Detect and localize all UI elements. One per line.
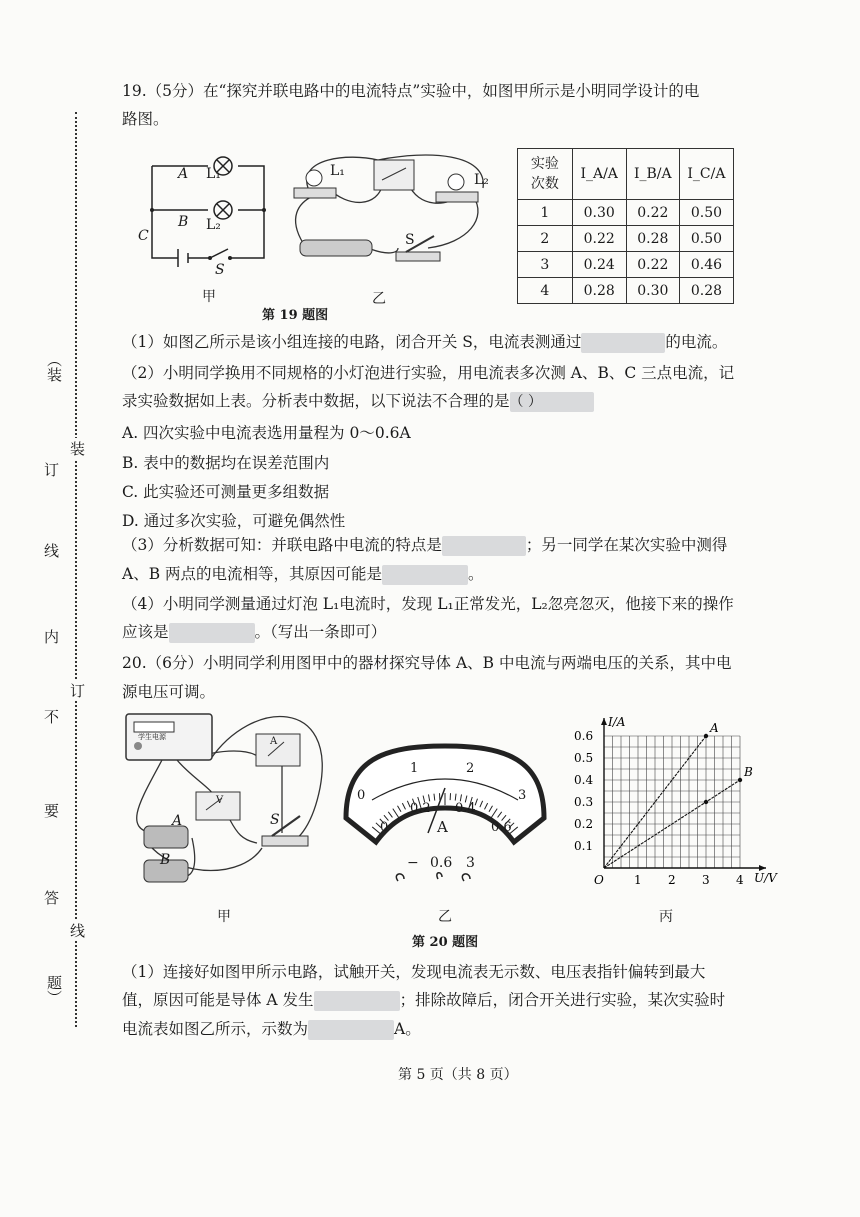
table-cell: 0.46 bbox=[679, 252, 733, 278]
option-b: B. 表中的数据均在误差范围内 bbox=[122, 454, 330, 472]
table-cell: 0.50 bbox=[679, 226, 733, 252]
binding-dotted-line bbox=[75, 112, 77, 1027]
table-cell: 0.28 bbox=[572, 278, 626, 304]
answer-blank[interactable] bbox=[442, 536, 526, 556]
q19-part3-line2 bbox=[122, 563, 484, 585]
table-cell: 0.22 bbox=[572, 226, 626, 252]
dial-top-tick: 0 bbox=[357, 788, 366, 803]
label-switch-s: S bbox=[215, 262, 225, 278]
binding-margin-char: （装 bbox=[45, 352, 63, 382]
answer-blank[interactable] bbox=[581, 333, 665, 353]
table-cell: 0.22 bbox=[626, 200, 679, 226]
q19-intro-line1: 19.（5分）在“探究并联电路中的电流特点”实验中，如图甲所示是小明同学设计的电 bbox=[122, 82, 700, 100]
label-bing-20: 丙 bbox=[659, 909, 673, 925]
terminal-label: − bbox=[407, 855, 419, 871]
x-tick-label: 2 bbox=[668, 873, 676, 887]
binding-margin-char: 内 bbox=[44, 628, 60, 646]
label-yi-20: 乙 bbox=[438, 909, 452, 925]
q20-part1-line1: （1）连接好如图甲所示电路，试触开关，发现电流表无示数、电压表指针偏转到最大 bbox=[122, 963, 706, 981]
answer-blank[interactable] bbox=[314, 991, 400, 1011]
label-point-a: A bbox=[178, 166, 189, 182]
iu-graph-bing bbox=[566, 708, 786, 898]
q19-part4-line1: （4）小明同学测量通过灯泡 L₁电流时，发现 L₁正常发光，L₂忽亮忽灭，他接下来的操作 bbox=[122, 595, 734, 613]
q19-part2-line2 bbox=[122, 390, 594, 412]
q19-part3-text-mid: ；另一同学在某次实验中测得 bbox=[525, 536, 728, 554]
y-tick-label: 0.6 bbox=[574, 729, 594, 743]
page-footer: 第 5 页（共 8 页） bbox=[398, 1067, 518, 1083]
table-cell: 2 bbox=[518, 226, 573, 252]
conductor-a-label: A bbox=[172, 813, 183, 829]
q20-part1-text-mid: ；排除故障后，闭合开关进行实验，某次实验时 bbox=[399, 991, 726, 1009]
label-jia-19: 甲 bbox=[202, 289, 216, 305]
voltmeter-label: V bbox=[216, 795, 224, 806]
option-d: D. 通过多次实验，可避免偶然性 bbox=[122, 512, 346, 530]
x-tick-label: 3 bbox=[702, 873, 710, 887]
q19-part3-text: （3）分析数据可知：并联电路中电流的特点是 bbox=[122, 536, 442, 554]
label-l2: L₂ bbox=[206, 217, 221, 233]
q19-part2-line1: （2）小明同学换用不同规格的小灯泡进行实验，用电流表多次测 A、B、C 三点电流，记 bbox=[122, 364, 735, 382]
circuit-photo-yi bbox=[288, 148, 498, 278]
q19-part4-text: 应该是 bbox=[122, 623, 169, 641]
table-header-cell: I_A/A bbox=[572, 149, 626, 200]
y-tick-label: 0.3 bbox=[574, 795, 594, 809]
dial-bottom-tick: 0 bbox=[380, 820, 389, 835]
y-tick-label: 0.2 bbox=[574, 817, 594, 831]
label-yi-19: 乙 bbox=[372, 291, 386, 307]
figure-19-caption: 第 19 题图 bbox=[262, 308, 329, 323]
data-point bbox=[738, 778, 742, 782]
binding-margin-char: 装 bbox=[70, 440, 86, 458]
binding-margin-char: 订 bbox=[44, 461, 60, 479]
binding-margin-char: 题） bbox=[45, 975, 63, 1005]
label-jia-20: 甲 bbox=[217, 909, 231, 925]
power-supply-label: 学生电源 bbox=[138, 733, 166, 741]
q19-part1-text-end: 的电流。 bbox=[665, 333, 728, 351]
answer-blank[interactable] bbox=[169, 623, 255, 643]
dial-bottom-tick: 0.6 bbox=[491, 820, 512, 835]
data-point bbox=[704, 734, 708, 738]
q20-part1-text: 值，原因可能是导体 A 发生 bbox=[122, 991, 314, 1009]
q20-intro-line2: 源电压可调。 bbox=[122, 683, 216, 701]
terminal-label: 0.6 bbox=[430, 855, 453, 871]
q20-part1-text2: 电流表如图乙所示，示数为 bbox=[122, 1020, 309, 1038]
q19-part3-line1 bbox=[122, 534, 727, 556]
binding-margin-char: 答 bbox=[44, 889, 60, 907]
table-row bbox=[518, 226, 734, 252]
table-header-row bbox=[518, 149, 734, 200]
label-point-b: B bbox=[178, 214, 189, 230]
table-cell: 4 bbox=[518, 278, 573, 304]
table-cell: 0.28 bbox=[679, 278, 733, 304]
dial-top-tick: 1 bbox=[410, 761, 419, 776]
terminal-label: 3 bbox=[466, 855, 475, 871]
q19-part3-text-end: 。 bbox=[468, 565, 484, 583]
q19-part1 bbox=[122, 331, 727, 353]
y-tick-label: 0.4 bbox=[574, 773, 594, 787]
y-tick-label: 0.5 bbox=[574, 751, 594, 765]
table-cell: 0.28 bbox=[626, 226, 679, 252]
x-tick-label: O bbox=[594, 873, 604, 887]
table-header-cell: I_C/A bbox=[679, 149, 733, 200]
y-axis-label: I/A bbox=[608, 715, 626, 729]
option-c: C. 此实验还可测量更多组数据 bbox=[122, 483, 330, 501]
x-tick-label: 4 bbox=[736, 873, 744, 887]
table-cell: 0.24 bbox=[572, 252, 626, 278]
x-tick-label: 1 bbox=[634, 873, 642, 887]
table-header-cell: 实验 bbox=[530, 156, 559, 172]
table-row bbox=[518, 252, 734, 278]
answer-blank[interactable] bbox=[382, 565, 468, 585]
label-l2-yi: L₂ bbox=[474, 172, 489, 188]
table-row bbox=[518, 200, 734, 226]
binding-margin-char: 线 bbox=[44, 542, 60, 560]
q20-part1-line3 bbox=[122, 1018, 421, 1040]
binding-margin-char: 不 bbox=[44, 708, 60, 726]
dial-unit-label: A bbox=[437, 818, 448, 836]
label-s-yi: S bbox=[405, 232, 415, 248]
ammeter-label: A bbox=[270, 736, 278, 747]
table-cell: 0.30 bbox=[626, 278, 679, 304]
answer-blank[interactable] bbox=[308, 1020, 394, 1040]
circuit-diagram-jia bbox=[130, 148, 280, 278]
q20-part1-text-end: A。 bbox=[394, 1020, 421, 1038]
y-axis-arrow bbox=[601, 718, 607, 725]
table-cell: 0.50 bbox=[679, 200, 733, 226]
table-cell: 0.22 bbox=[626, 252, 679, 278]
figure-20-caption: 第 20 题图 bbox=[412, 935, 479, 950]
q19-part2-text: 录实验数据如上表。分析表中数据，以下说法不合理的是 bbox=[122, 392, 510, 410]
conductor-b-label: B bbox=[160, 852, 171, 868]
binding-margin-char: 订 bbox=[70, 682, 86, 700]
data-point bbox=[704, 800, 708, 804]
q20-intro-line1: 20.（6分）小明同学利用图甲中的器材探究导体 A、B 中电流与两端电压的关系，其中电 bbox=[122, 654, 732, 672]
table-row bbox=[518, 278, 734, 304]
dial-bottom-tick: 0.4 bbox=[455, 801, 476, 816]
series-label-a: A bbox=[710, 721, 719, 735]
dial-top-tick: 3 bbox=[518, 788, 527, 803]
table-header-cell: 次数 bbox=[530, 176, 559, 192]
option-a: A. 四次实验中电流表选用量程为 0～0.6A bbox=[122, 424, 411, 442]
y-tick-label: 0.1 bbox=[574, 839, 594, 853]
q20-part1-line2 bbox=[122, 989, 725, 1011]
q19-part4-line2 bbox=[122, 621, 386, 643]
dial-top-tick: 2 bbox=[466, 761, 475, 776]
switch-s-label: S bbox=[270, 812, 280, 828]
binding-margin-char: 要 bbox=[44, 802, 60, 820]
dial-bottom-tick: 0.2 bbox=[410, 801, 431, 816]
x-axis-label: U/V bbox=[754, 871, 777, 885]
table-cell: 3 bbox=[518, 252, 573, 278]
table-cell: 1 bbox=[518, 200, 573, 226]
table-cell: 0.30 bbox=[572, 200, 626, 226]
label-l1: L₁ bbox=[206, 166, 221, 182]
q19-data-table bbox=[517, 148, 734, 304]
q19-part1-text: （1）如图乙所示是该小组连接的电路，闭合开关 S，电流表测通过 bbox=[122, 333, 582, 351]
q19-intro-line2: 路图。 bbox=[122, 110, 169, 128]
label-point-c: C bbox=[138, 228, 149, 244]
table-header-cell: I_B/A bbox=[626, 149, 679, 200]
answer-choice-blank[interactable]: （ ） bbox=[510, 392, 594, 412]
series-label-b: B bbox=[744, 765, 753, 779]
q19-part4-text-end: 。（写出一条即可） bbox=[254, 623, 387, 641]
binding-margin-char: 线 bbox=[70, 922, 86, 940]
q19-part3-text2: A、B 两点的电流相等，其原因可能是 bbox=[122, 565, 383, 583]
label-l1-yi: L₁ bbox=[330, 163, 345, 179]
